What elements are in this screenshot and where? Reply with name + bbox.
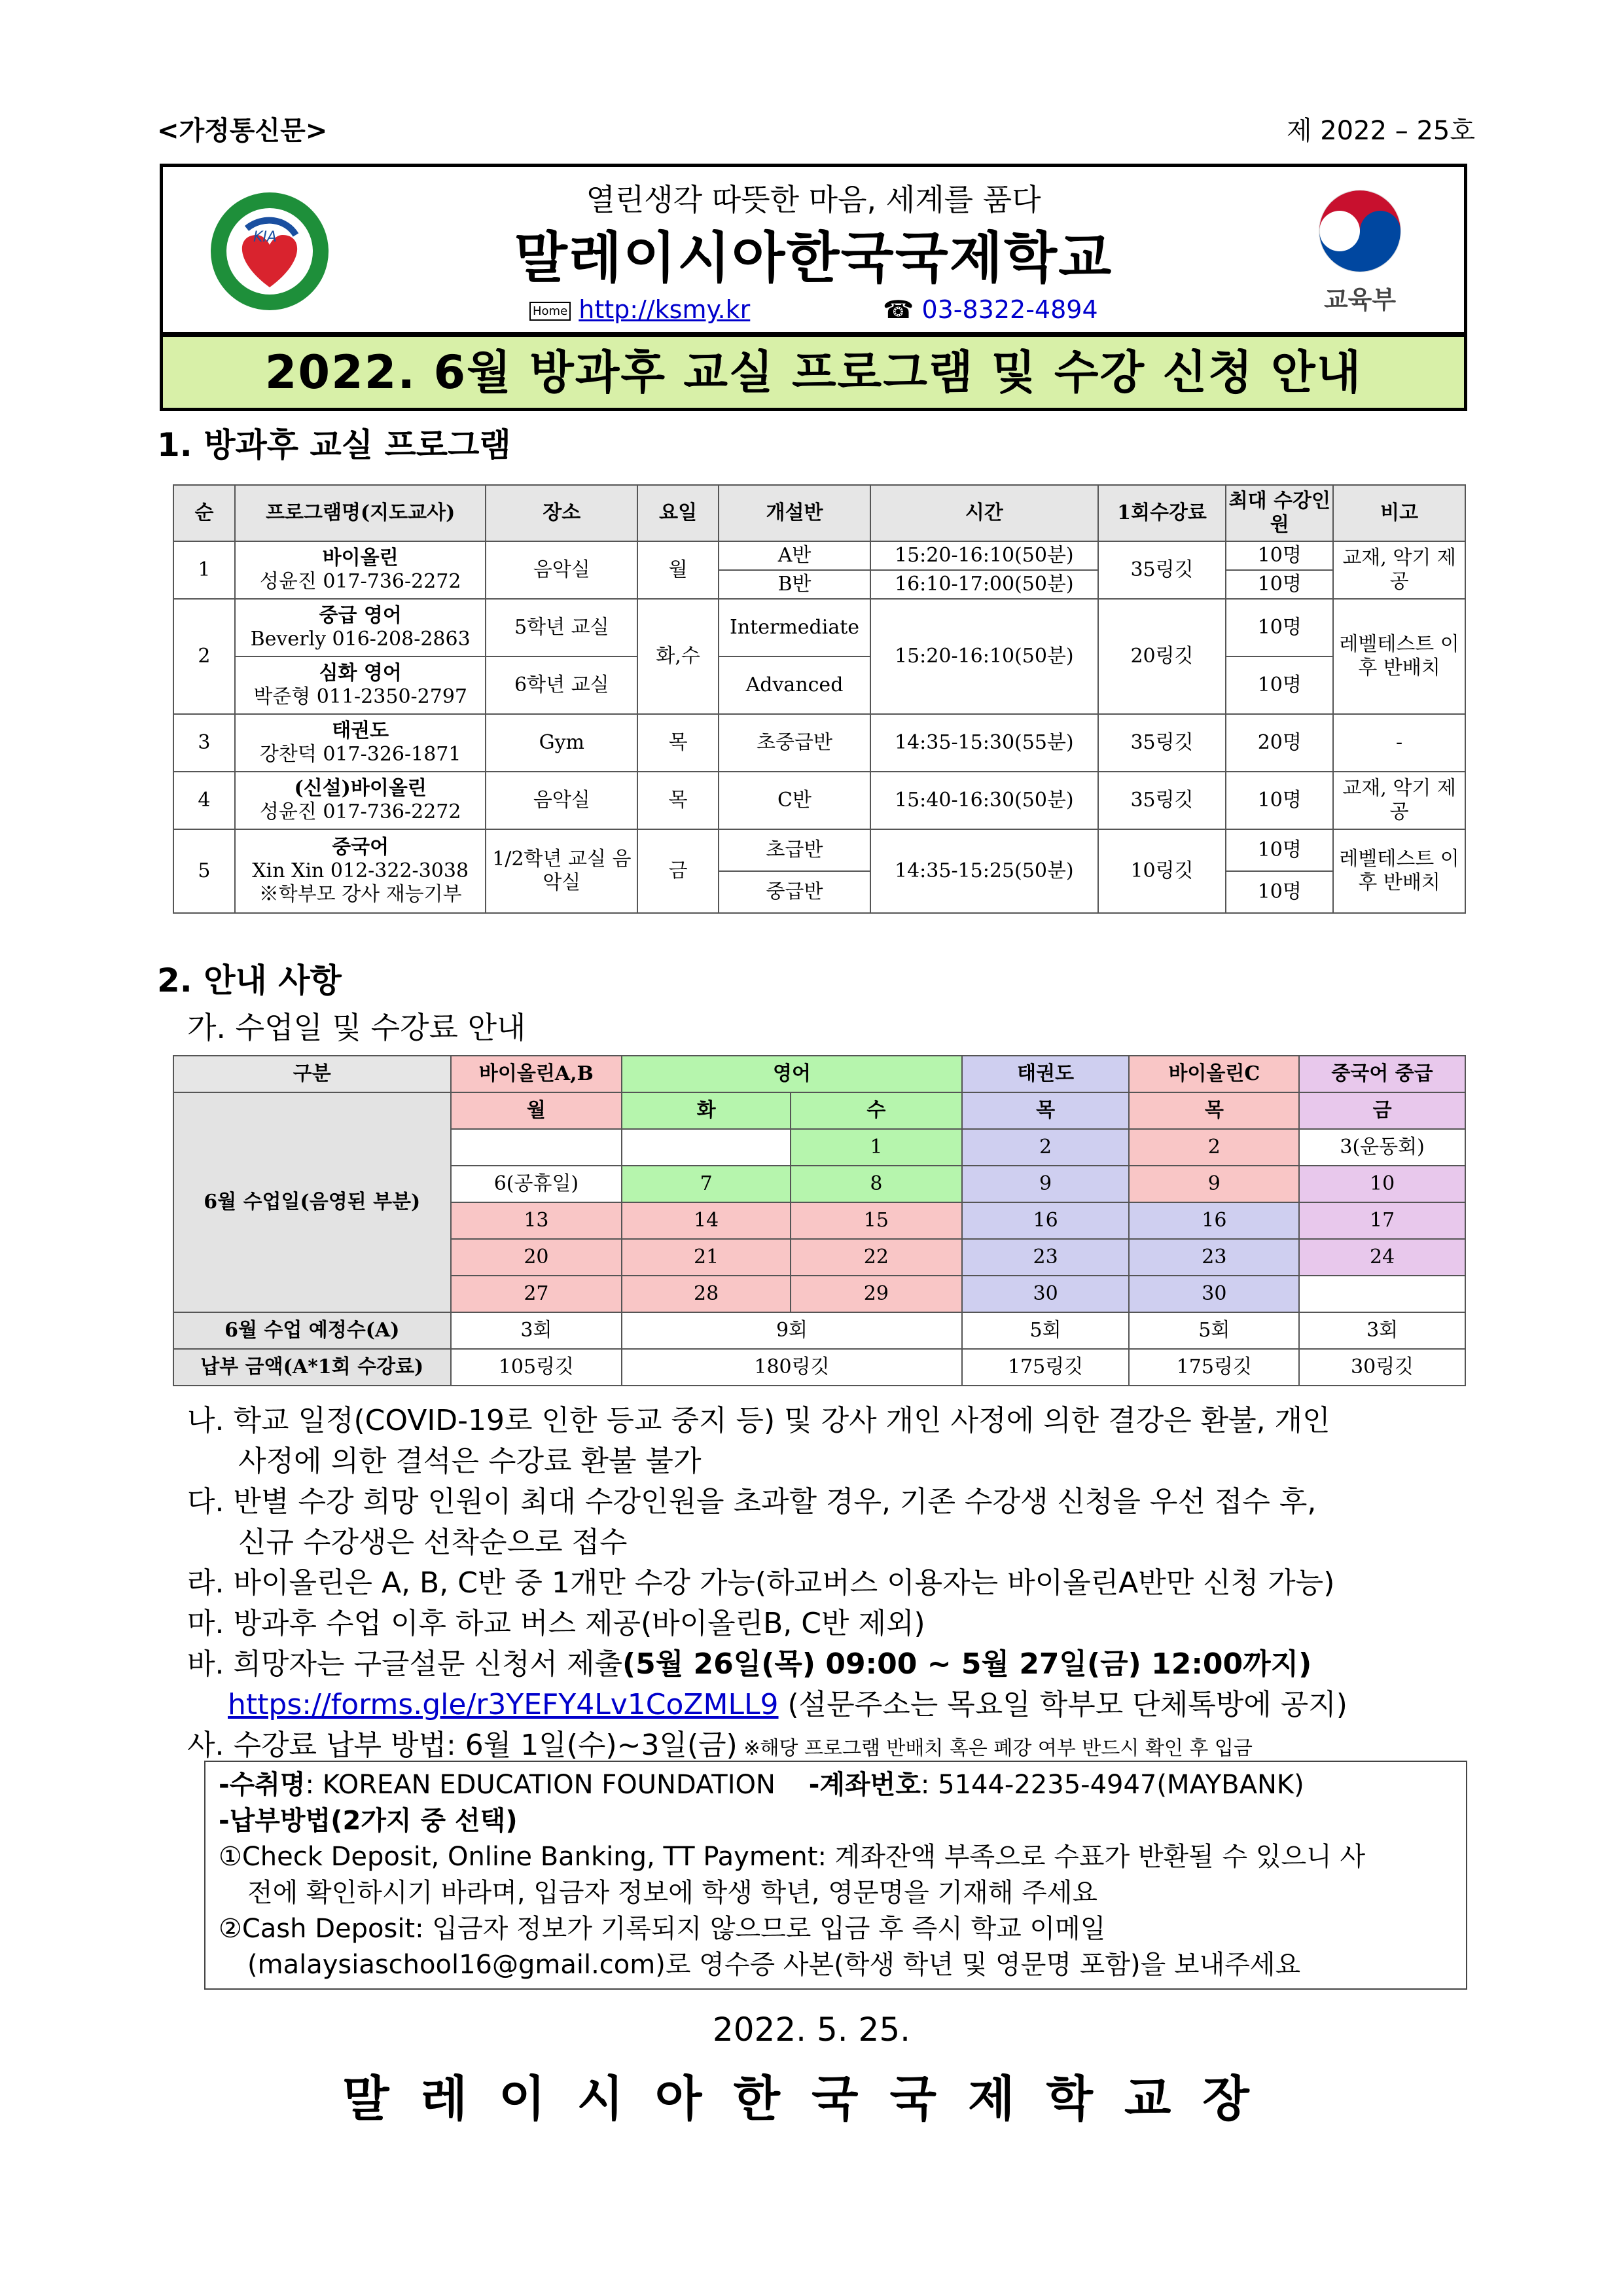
pay-value: 180링깃 (622, 1349, 961, 1386)
telephone-icon: ☎ (883, 295, 914, 324)
time: 14:35-15:25(50분) (870, 829, 1098, 913)
note-na: 나. 학교 일정(COVID-19로 인한 등교 중지 등) 및 강사 개인 사정에 의한 결강은 환불, 개인 (187, 1404, 1330, 1437)
date-cell: 29 (791, 1276, 962, 1312)
col-label: 구분 (173, 1056, 451, 1092)
time: 15:20-16:10(50분) (870, 541, 1098, 570)
day-header: 금 (1299, 1092, 1465, 1129)
note: 교재, 악기 제공 (1333, 772, 1465, 829)
note-da-cont: 신규 수강생은 선착순으로 접수 (238, 1526, 628, 1559)
home-icon: Home (529, 302, 571, 321)
date-cell: 30 (962, 1276, 1130, 1312)
date-cell: 23 (1129, 1239, 1299, 1276)
program-cell (235, 656, 486, 714)
recipient-label: -수취명 (219, 1770, 306, 1800)
note-ma: 마. 방과후 수업 이후 하교 버스 제공(바이올린B, C반 제외) (187, 1607, 925, 1640)
program-name: (신설)바이올린 (294, 777, 427, 800)
count-value: 3회 (1299, 1312, 1465, 1349)
count-value: 5회 (962, 1312, 1130, 1349)
place: 음악실 (486, 772, 637, 829)
day: 목 (637, 772, 719, 829)
note-ra: 라. 바이올린은 A, B, C반 중 1개만 수강 가능(하교버스 이용자는 바이올린A반만 신청 가능) (187, 1566, 1335, 1600)
date-cell: 13 (451, 1202, 622, 1239)
col-no: 순 (173, 485, 235, 541)
table-row (173, 599, 1465, 656)
pay-value: 175링깃 (962, 1349, 1130, 1386)
table-row (173, 541, 1465, 570)
row-no: 2 (173, 599, 235, 714)
group-chinese: 중국어 중급 (1299, 1056, 1465, 1092)
note-sa-small: ※해당 프로그램 반배치 혹은 폐강 여부 반드시 확인 후 입금 (737, 1737, 1253, 1760)
method-label: -납부방법(2가지 중 선택) (219, 1806, 518, 1836)
date-cell: 8 (791, 1166, 962, 1202)
pay-value: 175링깃 (1129, 1349, 1299, 1386)
account-value: : 5144-2235-4947(MAYBANK) (920, 1770, 1304, 1800)
principal-signature: 말레이시아한국국제학교장 (342, 2071, 1281, 2127)
col-place: 장소 (486, 485, 637, 541)
school-name: 말레이시아한국국제학교 (514, 226, 1113, 290)
date-cell (1299, 1276, 1465, 1312)
note-sa-text: 사. 수강료 납부 방법: 6월 1일(수)~3일(금) (187, 1729, 738, 1762)
date-cell: 20 (451, 1239, 622, 1276)
section1-heading: 1. 방과후 교실 프로그램 (157, 426, 511, 464)
capacity: 10명 (1226, 829, 1333, 871)
teacher: 성윤진 017-736-2272 (259, 570, 461, 593)
program-name: 태권도 (332, 719, 389, 742)
place: Gym (486, 714, 637, 772)
program-cell (235, 599, 486, 656)
day-header: 월 (451, 1092, 622, 1129)
method-2-cont: (malaysiaschool16@gmail.com)로 영수증 사본(학생 학년 및 영문명 포함)을 보내주세요 (247, 1950, 1301, 1980)
col-program: 프로그램명(지도교사) (235, 485, 486, 541)
time: 16:10-17:00(50분) (870, 570, 1098, 599)
capacity: 10명 (1226, 570, 1333, 599)
day-header: 화 (622, 1092, 791, 1129)
payment-info-box (204, 1761, 1467, 1990)
recipient-line (219, 1767, 1453, 1803)
count-value: 5회 (1129, 1312, 1299, 1349)
homepage-link[interactable]: http://ksmy.kr (579, 295, 751, 324)
col-fee: 1회수강료 (1098, 485, 1226, 541)
capacity: 20명 (1226, 714, 1333, 772)
count-row (173, 1312, 1465, 1349)
program-cell (235, 541, 486, 599)
teacher: 박준형 011-2350-2797 (253, 685, 468, 708)
col-capacity: 최대 수강인원 (1226, 485, 1333, 541)
row-no: 1 (173, 541, 235, 599)
note-da: 다. 반별 수강 희망 인원이 최대 수강인원을 초과할 경우, 기존 수강생 신청을 우선 접수 후, (187, 1485, 1317, 1518)
date-cell: 3(운동회) (1299, 1129, 1465, 1166)
date-cell: 28 (622, 1276, 791, 1312)
program-cell (235, 772, 486, 829)
class: Intermediate (719, 599, 870, 656)
fee: 10링깃 (1098, 829, 1226, 913)
date-cell: 24 (1299, 1239, 1465, 1276)
day: 월 (637, 541, 719, 599)
program-name: 바이올린 (322, 547, 399, 569)
program-cell (235, 714, 486, 772)
method-2: ②Cash Deposit: 입금자 정보가 기록되지 않으므로 입금 후 즉시 학교 이메일 (219, 1914, 1106, 1944)
day-header: 목 (962, 1092, 1130, 1129)
method-1: ①Check Deposit, Online Banking, TT Payment: 계좌잔액 부족으로 수표가 반환될 수 있으니 사 (219, 1842, 1366, 1872)
time: 15:40-16:30(50분) (870, 772, 1098, 829)
teacher-note: ※학부모 강사 재능기부 (259, 883, 462, 906)
group-violin-c: 바이올린C (1129, 1056, 1299, 1092)
table-row (173, 714, 1465, 772)
date-cell: 16 (962, 1202, 1130, 1239)
survey-link[interactable]: https://forms.gle/r3YEFY4Lv1CoZMLL9 (228, 1688, 779, 1721)
date-cell: 9 (962, 1166, 1130, 1202)
date-cell: 23 (962, 1239, 1130, 1276)
day: 금 (637, 829, 719, 913)
homepage-contact (529, 295, 750, 324)
fee: 35링깃 (1098, 714, 1226, 772)
date-cell: 15 (791, 1202, 962, 1239)
note-ba-deadline: (5월 26일(목) 09:00 ~ 5월 27일(금) 12:00까지) (622, 1647, 1312, 1681)
phone-contact (883, 295, 1098, 324)
place: 1/2학년 교실 음악실 (486, 829, 637, 913)
row-no: 4 (173, 772, 235, 829)
note: 레벨테스트 이후 반배치 (1333, 599, 1465, 714)
class: A반 (719, 541, 870, 570)
date-cell: 22 (791, 1239, 962, 1276)
time: 15:20-16:10(50분) (870, 599, 1098, 714)
note-ba-text: 바. 희망자는 구글설문 신청서 제출 (187, 1647, 622, 1681)
issue-number: 제 2022 – 25호 (1286, 116, 1475, 146)
table-row (173, 829, 1465, 871)
program-table-header (173, 485, 1465, 541)
school-header-box (160, 164, 1467, 335)
class: 중급반 (719, 871, 870, 913)
note: - (1333, 714, 1465, 772)
date-cell: 9 (1129, 1166, 1299, 1202)
count-value: 3회 (451, 1312, 622, 1349)
document-category: <가정통신문> (157, 116, 328, 146)
place: 6학년 교실 (486, 656, 637, 714)
capacity: 10명 (1226, 871, 1333, 913)
date-cell: 14 (622, 1202, 791, 1239)
capacity: 10명 (1226, 656, 1333, 714)
fee: 35링깃 (1098, 772, 1226, 829)
count-value: 9회 (622, 1312, 961, 1349)
class: 초중급반 (719, 714, 870, 772)
day: 화,수 (637, 599, 719, 714)
schedule-group-row (173, 1056, 1465, 1092)
date-cell (622, 1129, 791, 1166)
capacity: 10명 (1226, 772, 1333, 829)
date-cell: 7 (622, 1166, 791, 1202)
note-ba (187, 1644, 1470, 1685)
table-row (173, 772, 1465, 829)
fee: 20링깃 (1098, 599, 1226, 714)
col-note: 비고 (1333, 485, 1465, 541)
date-cell: 2 (1129, 1129, 1299, 1166)
group-violin-ab: 바이올린A,B (451, 1056, 622, 1092)
recipient-value: : KOREAN EDUCATION FOUNDATION (305, 1770, 776, 1800)
date-cell: 17 (1299, 1202, 1465, 1239)
teacher: 성윤진 017-736-2272 (259, 800, 461, 823)
program-name: 중급 영어 (319, 604, 402, 627)
teacher: 강찬덕 017-326-1871 (259, 743, 461, 766)
pay-value: 105링깃 (451, 1349, 622, 1386)
schedule-table (173, 1055, 1466, 1386)
note-ba-link-line (187, 1685, 1470, 1725)
date-cell: 21 (622, 1239, 791, 1276)
date-cell: 10 (1299, 1166, 1465, 1202)
teacher: Beverly 016-208-2863 (250, 628, 471, 651)
notes-list (187, 1401, 1470, 1769)
place: 5학년 교실 (486, 599, 637, 656)
fee: 35링깃 (1098, 541, 1226, 599)
school-motto: 열린생각 따뜻한 마음, 세계를 품다 (586, 182, 1041, 217)
program-name: 심화 영어 (319, 662, 402, 685)
note-na-cont: 사정에 의한 결석은 수강료 환불 불가 (238, 1444, 702, 1478)
day-header: 수 (791, 1092, 962, 1129)
time: 14:35-15:30(55분) (870, 714, 1098, 772)
section2-heading: 2. 안내 사항 (157, 961, 342, 999)
count-label: 6월 수업 예정수(A) (173, 1312, 451, 1349)
note: 레벨테스트 이후 반배치 (1333, 829, 1465, 913)
document-title: 2022. 6월 방과후 교실 프로그램 및 수강 신청 안내 (160, 335, 1467, 411)
date-cell: 1 (791, 1129, 962, 1166)
note: 교재, 악기 제공 (1333, 541, 1465, 599)
date-cell: 30 (1129, 1276, 1299, 1312)
pay-value: 30링깃 (1299, 1349, 1465, 1386)
payment-row (173, 1349, 1465, 1386)
place: 음악실 (486, 541, 637, 599)
account-label: -계좌번호 (808, 1770, 921, 1800)
schedule-day-row (173, 1092, 1465, 1129)
survey-note: (설문주소는 목요일 학부모 단체톡방에 공지) (778, 1688, 1347, 1721)
row-no: 3 (173, 714, 235, 772)
capacity: 10명 (1226, 541, 1333, 570)
program-cell (235, 829, 486, 913)
date-cell: 16 (1129, 1202, 1299, 1239)
day: 목 (637, 714, 719, 772)
class-days-label: 6월 수업일(음영된 부분) (173, 1092, 451, 1312)
svg-text:KIA: KIA (253, 229, 277, 245)
phone-number: 03-8322-4894 (921, 295, 1098, 324)
capacity: 10명 (1226, 599, 1333, 656)
date-cell: 6(공휴일) (451, 1166, 622, 1202)
class: C반 (719, 772, 870, 829)
date-cell: 2 (962, 1129, 1130, 1166)
col-time: 시간 (870, 485, 1098, 541)
group-taekwondo: 태권도 (962, 1056, 1130, 1092)
method-1-cont: 전에 확인하시기 바라며, 입금자 정보에 학생 학년, 영문명을 기재해 주세요 (247, 1878, 1098, 1908)
day-header: 목 (1129, 1092, 1299, 1129)
class: 초급반 (719, 829, 870, 871)
program-table (173, 484, 1466, 914)
row-no: 5 (173, 829, 235, 913)
program-name: 중국어 (332, 836, 389, 859)
issue-date: 2022. 5. 25. (712, 2011, 911, 2049)
subsection-a: 가. 수업일 및 수강료 안내 (187, 1010, 526, 1045)
taegeuk-icon (1311, 185, 1409, 277)
col-class: 개설반 (719, 485, 870, 541)
date-cell (451, 1129, 622, 1166)
class: Advanced (719, 656, 870, 714)
table-row (173, 656, 1465, 714)
date-cell: 27 (451, 1276, 622, 1312)
teacher: Xin Xin 012-322-3038 (252, 859, 469, 882)
pay-label: 납부 금액(A*1회 수강료) (173, 1349, 451, 1386)
class: B반 (719, 570, 870, 599)
ministry-name: 교육부 (1323, 285, 1397, 314)
ministry-logo (1311, 185, 1409, 316)
col-day: 요일 (637, 485, 719, 541)
group-english: 영어 (622, 1056, 961, 1092)
